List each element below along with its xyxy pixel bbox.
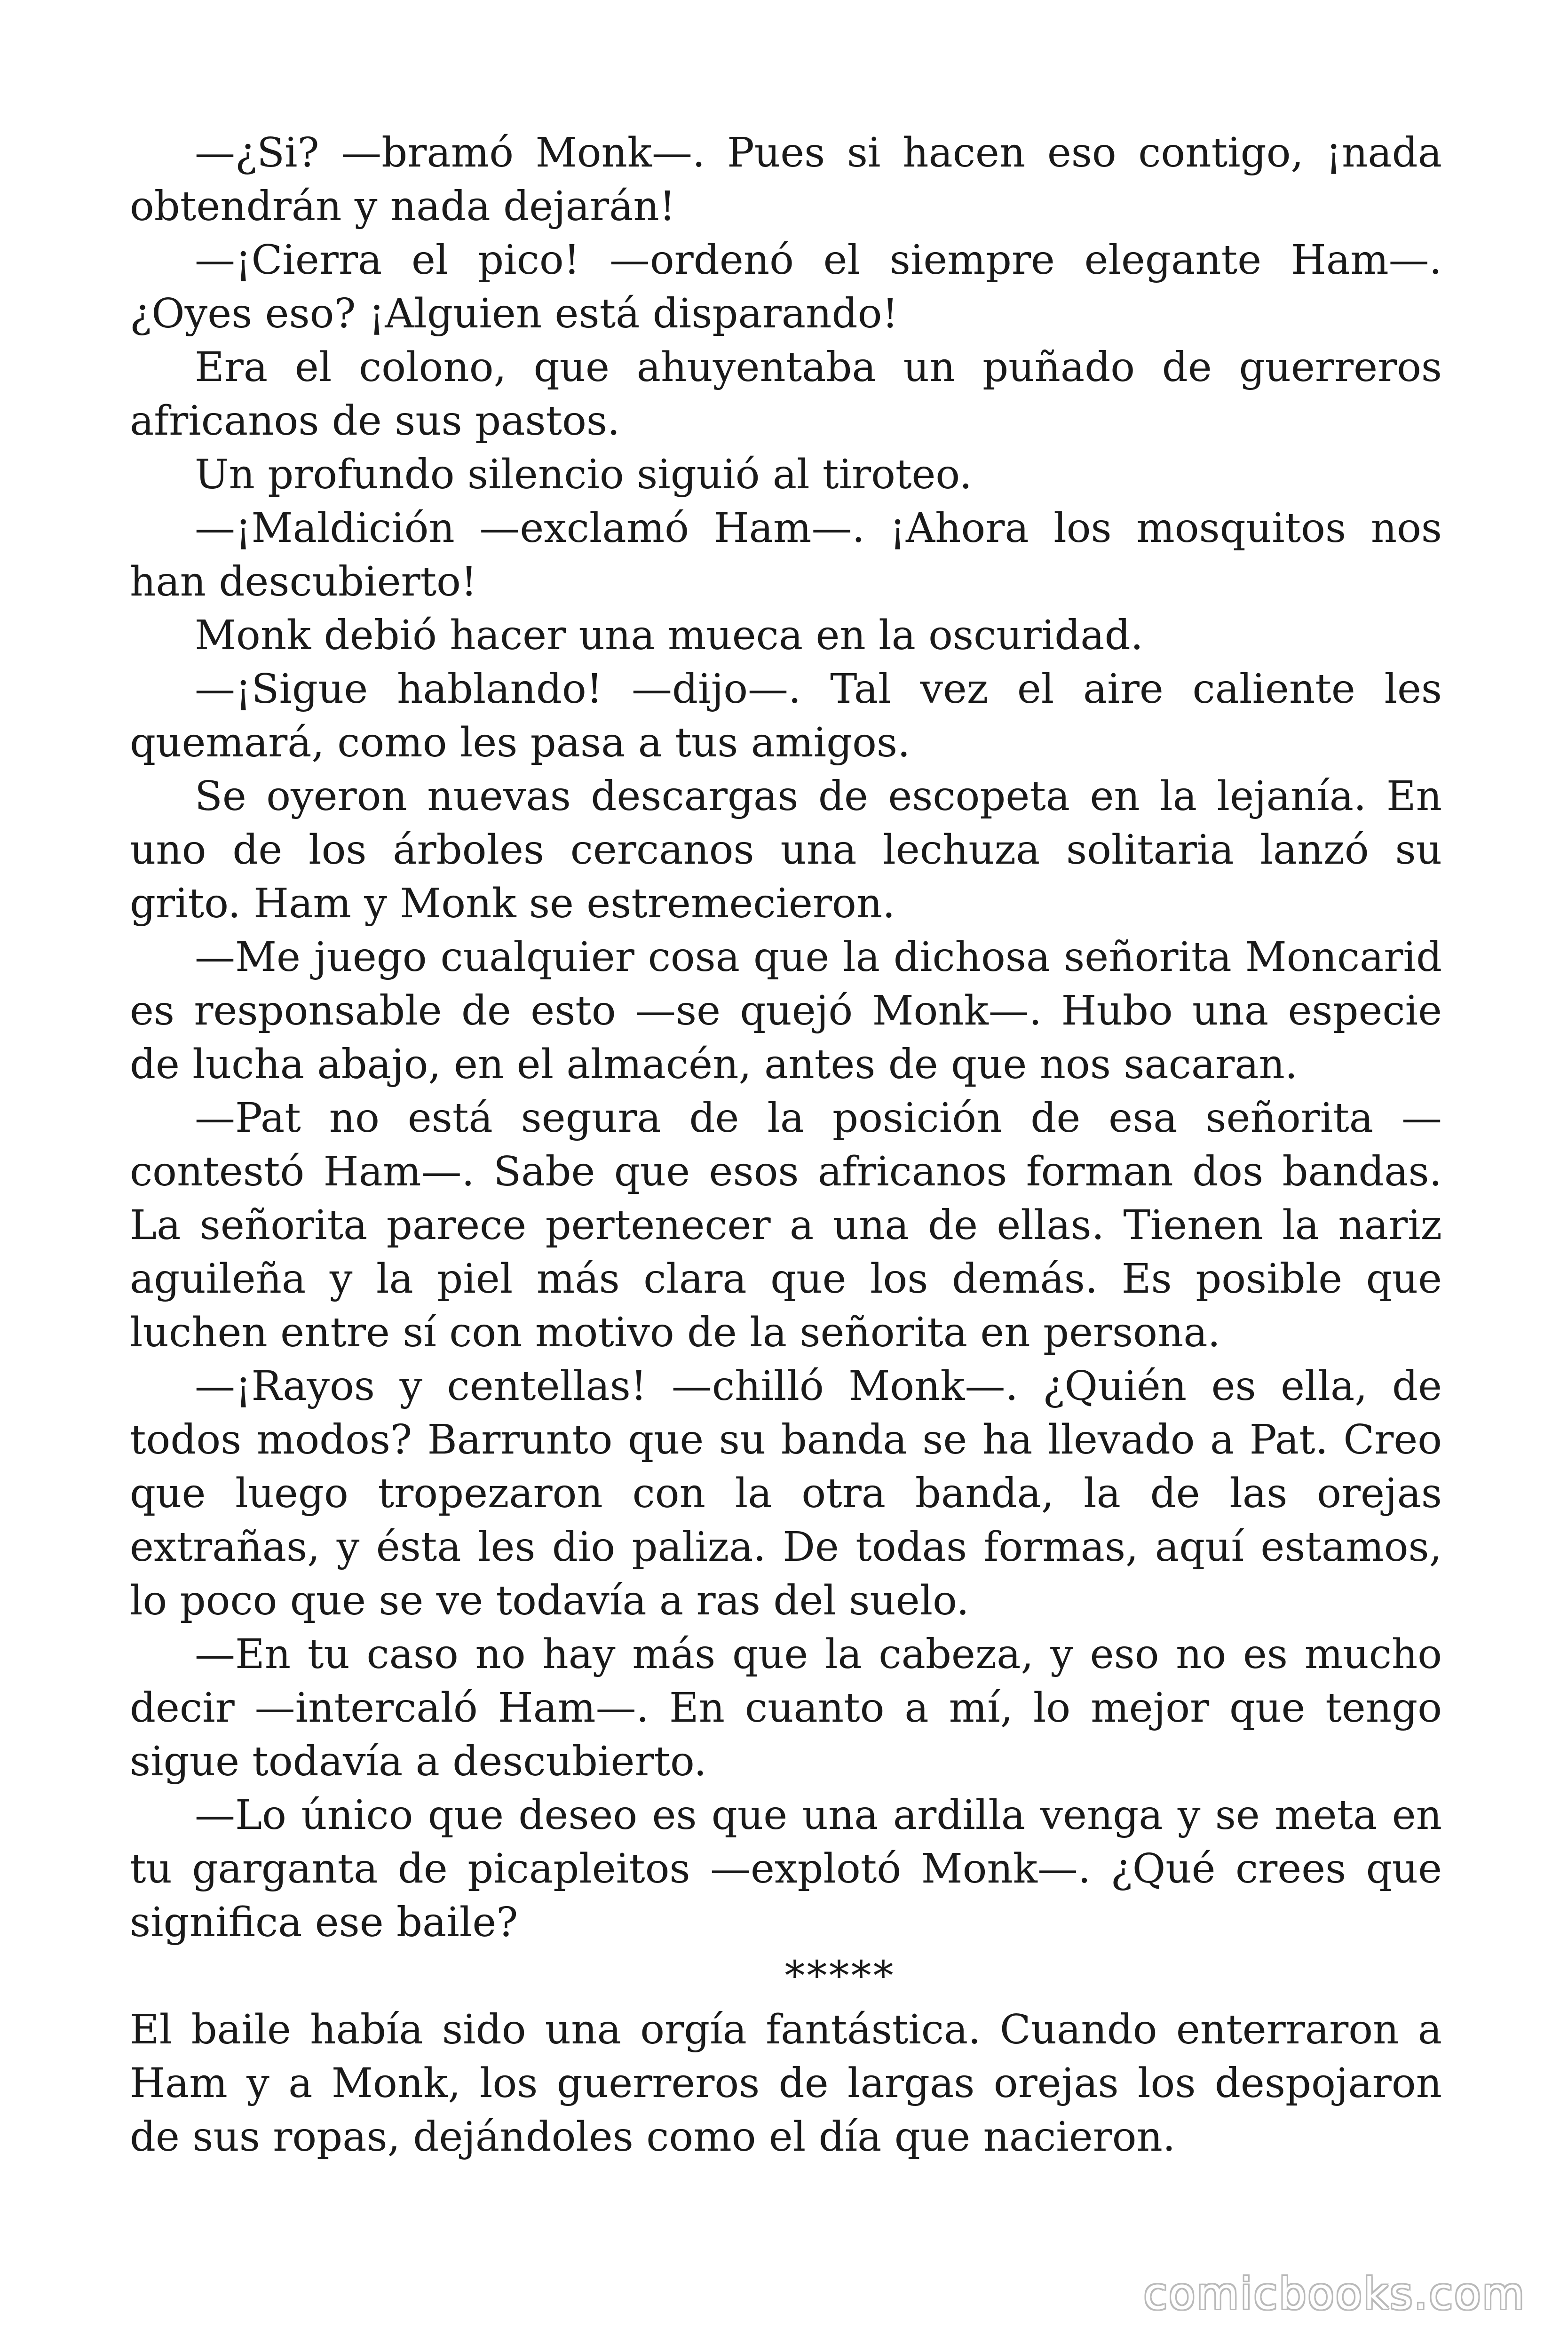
paragraph: —¡Rayos y centellas! —chilló Monk—. ¿Quién es ella, de todos modos? Barrunto que su banda se ha llevado a Pat. Creo que luego tropezaron con la otra banda, la de las orejas extrañas, y ésta les dio paliza. De todas formas, aquí estamos, lo poco que se ve todavía a ras del suelo.	[130, 1363, 1442, 1624]
paragraph: —¿Si? —bramó Monk—. Pues si hacen eso contigo, ¡nada obtendrán y nada dejarán!	[130, 129, 1442, 230]
paragraph: Se oyeron nuevas descargas de escopeta en la lejanía. En uno de los árboles cercanos una lechuza solitaria lanzó su grito. Ham y Monk se estremecieron.	[130, 773, 1442, 927]
paragraph: —Pat no está segura de la posición de esa señorita —contestó Ham—. Sabe que esos africanos forman dos bandas. La señorita parece pertenecer a una de ellas. Tienen la nariz aguileña y la piel más clara que los demás. Es posible que luchen entre sí con motivo de la señorita en persona.	[130, 1095, 1442, 1356]
final-paragraph: El baile había sido una orgía fantástica. Cuando enterraron a Ham y a Monk, los guerreros de largas orejas los despojaron de sus ropas, dejándoles como el día que nacieron.	[130, 2006, 1442, 2161]
paragraph: —¡Cierra el pico! —ordenó el siempre elegante Ham—. ¿Oyes eso? ¡Alguien está disparando!	[130, 237, 1442, 337]
page-body	[130, 126, 1442, 2164]
paragraph: —En tu caso no hay más que la cabeza, y eso no es mucho decir —intercaló Ham—. En cuanto a mí, lo mejor que tengo sigue todavía a descubierto.	[130, 1631, 1442, 1785]
paragraph: —Me juego cualquier cosa que la dichosa señorita Moncarid es responsable de esto —se quejó Monk—. Hubo una especie de lucha abajo, en el almacén, antes de que nos sacaran.	[130, 934, 1442, 1088]
paragraph: —Lo único que deseo es que una ardilla venga y se meta en tu garganta de picapleitos —explotó Monk—. ¿Qué crees que significa ese baile?	[130, 1792, 1442, 1946]
paragraph: —¡Sigue hablando! —dijo—. Tal vez el aire caliente les quemará, como les pasa a tus amigos.	[130, 666, 1442, 766]
watermark: comicbooks.com	[1143, 2269, 1526, 2319]
paragraph: Un profundo silencio siguió al tiroteo.	[195, 451, 972, 498]
paragraph: —¡Maldición —exclamó Ham—. ¡Ahora los mosquitos nos han descubierto!	[130, 505, 1442, 605]
section-separator: *****	[784, 1953, 895, 2000]
paragraph: Era el colono, que ahuyentaba un puñado de guerreros africanos de sus pastos.	[130, 344, 1442, 445]
paragraph: Monk debió hacer una mueca en la oscuridad.	[195, 612, 1143, 659]
